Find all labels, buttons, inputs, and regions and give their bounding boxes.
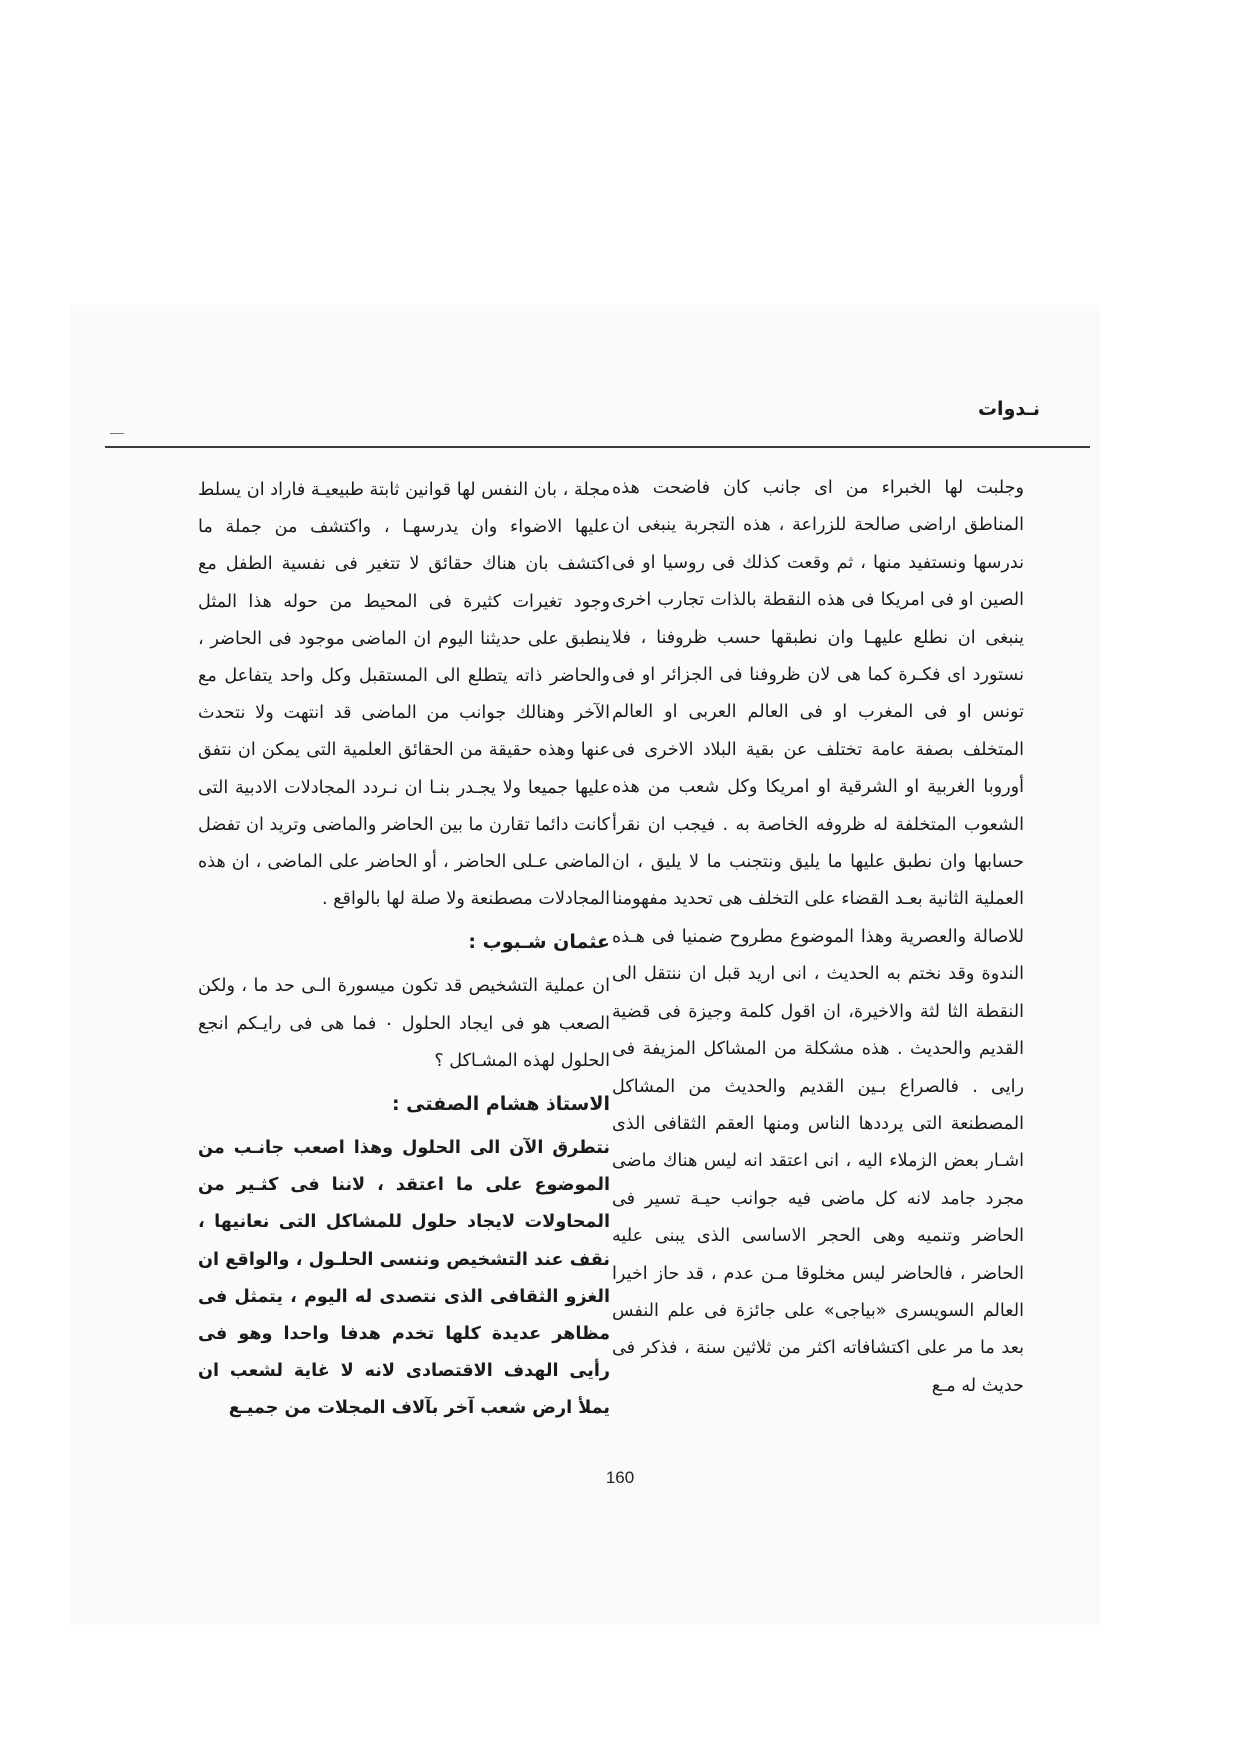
body-paragraph: نتطرق الآن الى الحلول وهذا اصعب جانـب من الموضوع على ما اعتقد ، لاننا فى كثـير من المحاولات لايجاد حلول للمشاكل التى نعانيها ، نقف عند التشخيص وننسى الحلـول ، والواقع ان الغزو الثقافى الذى نتصدى له اليوم ، يتمثل فى مظاهر عديدة كلها تخدم هدفا واحدا وهو فى رأيى الهدف الاقتصادى لانه لا غاية لشعب ان يملأ ارض شعب آخر بآلاف المجلات من جميـع — [198, 1138, 610, 1419]
speaker-heading: عثمان شـبوب : — [468, 931, 610, 954]
page-number: 160 — [605, 1468, 635, 1487]
header-rule — [105, 446, 1090, 448]
running-title: نـدوات — [977, 398, 1040, 420]
left-column — [198, 472, 610, 1428]
right-column — [612, 470, 1024, 1405]
body-paragraph: ان عملية التشخيص قد تكون ميسورة الـى حد ما ، ولكن الصعب هو فى ايجاد الحلول ٠ فما هى فى رايـكم انجع الحلول لهذه المشـاكل ؟ — [198, 976, 610, 1071]
speaker-heading: الاستاذ هشام الصفتى : — [391, 1093, 610, 1116]
body-paragraph: مجلة ، بان النفس لها قوانين ثابتة طبيعيـة فاراد ان يسلط عليها الاضواء وان يدرسهـا ، واكتشف من جملة ما اكتشف بان هناك حقائق لا تتغير فى نفسية الطفل مع وجود تغيرات كثيرة فى المحيط من حوله هذا المثل ينطبق على حديثنا اليوم ان الماضى موجود فى الحاضر ، والحاضر ذاته يتطلع الى المستقبل وكل واحد يتفاعل مع الآخر وهنالك جوانب من الماضى قد انتهت ولا نتحدث عنها وهذه حقيقة من الحقائق العلمية التى يمكن ان نتفق عليها جميعا ولا يجـدر بنـا ان نـردد المجادلات الادبية التى كانت دائما تقارن ما بين الحاضر والماضى وتريد ان تفضل الماضى عـلى الحاضر ، أو الحاضر على الماضى ، ان هذه المجادلات مصطنعة ولا صلة لها بالواقع . — [198, 480, 610, 910]
margin-mark — [110, 433, 124, 434]
body-paragraph: وجلبت لها الخبراء من اى جانب كان فاضحت هذه المناطق اراضى صالحة للزراعة ، هذه التجربة ينبغى ان ندرسها ونستفيد منها ، ثم وقعت كذلك فى روسيا او فى الصين او فى امريكا فى هذه النقطة بالذات تجارب اخرى ينبغى ان نطلع عليهـا وان نطبقها حسب ظروفنا ، فلا نستورد اى فكـرة كما هى لان ظروفنا فى الجزائر او فى تونس او فى المغرب او فى العالم العربى او العالم المتخلف بصفة عامة تختلف عن بقية البلاد الاخرى فى أوروبا الغربية او الشرقية او امريكا وكل شعب من هذه الشعوب المتخلفة له ظروفه الخاصة به . فيجب ان نقرأ حسابها وان نطبق عليها ما يليق ونتجنب ما لا يليق ، ان العملية الثانية بعـد القضاء على التخلف هى تحديد مفهومنا للاصالة والعصرية وهذا الموضوع مطروح ضمنيا فى هـذه الندوة وقد نختم به الحديث ، انى اريد قبل ان ننتقل الى النقطة الثا لثة والاخيرة، ان اقول كلمة وجيزة فى قضية القديم والحديث . هذه مشكلة من المشاكل المزيفة فى رايى . فالصراع بـين القديم والحديث من المشاكل المصطنعة التى يرددها الناس ومنها العقم الثقافى الذى اشـار بعض الزملاء اليه ، انى اعتقد انه ليس هناك ماضى مجرد جامد لانه كل ماضى فيه جوانب حيـة تسير فى الحاضر وتنميه وهى الحجر الاساسى الذى يبنى عليه الحاضر ، فالحاضر ليس مخلوقا مـن عدم ، قد حاز اخيرا العالم السويسرى «بياجى» على جائزة فى علم النفس بعد ما مر على اكتشافاته اكثر من ثلاثين سنة ، فذكر فى حديث له مـع — [612, 478, 1024, 1396]
